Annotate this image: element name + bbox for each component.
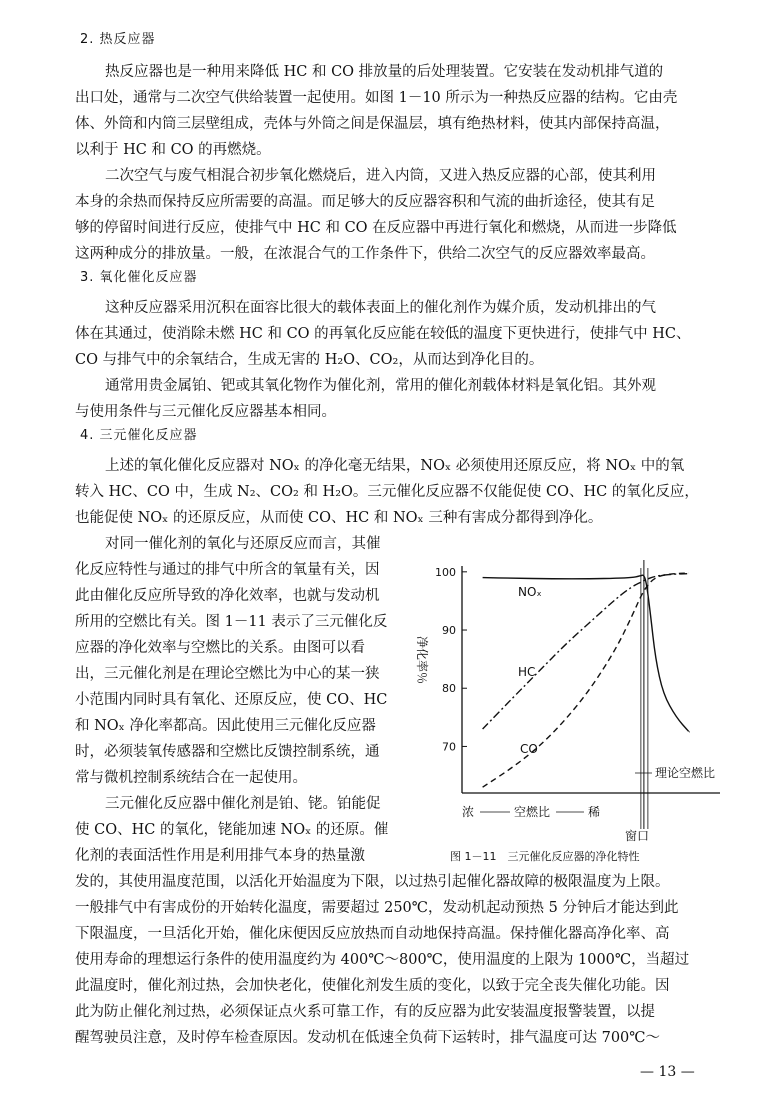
body-line: 所用的空燃比有关。图 1－11 表示了三元催化反 xyxy=(75,614,388,630)
body-line: 三元催化反应器中催化剂是铂、铑。铂能促 xyxy=(105,796,381,812)
body-line: 对同一催化剂的氧化与还原反应而言，其催 xyxy=(105,536,381,552)
body-line: 化剂的表面活性作用是利用排气本身的热量激 xyxy=(75,848,365,864)
body-line: 时，必须装氧传感器和空燃比反馈控制系统，通 xyxy=(75,744,380,760)
x-axis-annotation xyxy=(462,804,649,843)
heading-three-way-catalytic-reactor: 4. 三元催化反应器 xyxy=(80,428,198,443)
page-number: — 13 — xyxy=(640,1064,695,1080)
series-layer xyxy=(483,573,689,787)
y-tick-label: 90 xyxy=(442,624,456,638)
series-label-co: CO xyxy=(520,742,538,756)
body-line: 热反应器也是一种用来降低 HC 和 CO 排放量的后处理装置。它安装在发动机排气道的 xyxy=(105,64,664,80)
body-line: 通常用贵金属铂、钯或其氧化物作为催化剂，常用的催化剂载体材料是氧化铝。其外观 xyxy=(105,378,656,394)
body-line: 应器的净化效率与空燃比的关系。由图可以看 xyxy=(75,640,365,656)
figure-caption: 图 1－11 三元催化反应器的净化特性 xyxy=(450,850,640,863)
body-line: 这种反应器采用沉积在面容比很大的载体表面上的催化剂作为媒介质，发动机排出的气 xyxy=(105,300,656,316)
body-line: 小范围内同时具有氧化、还原反应，使 CO、HC xyxy=(75,692,388,708)
body-line: 一般排气中有害成份的开始转化温度，需要超过 250℃，发动机起动预热 5 分钟后才能达到此 xyxy=(75,900,679,916)
axes xyxy=(462,566,720,793)
y-tick-label: 70 xyxy=(442,740,456,754)
series-line-0 xyxy=(483,575,689,732)
body-line: 体在其通过，使消除未燃 HC 和 CO 的再氧化反应能在较低的温度下更快进行，使排气中 HC、 xyxy=(75,326,691,342)
body-line: 出口处，通常与二次空气供给装置一起使用。如图 1－10 所示为一种热反应器的结构。它由壳 xyxy=(75,90,678,106)
body-line: 此为防止催化剂过热，必须保证点火系可靠工作，有的反应器为此安装温度报警装置，以提 xyxy=(75,1004,655,1020)
y-axis-label: 净化率％ xyxy=(415,636,429,685)
body-line: 此由催化反应所导致的净化效率，也就与发动机 xyxy=(75,588,380,604)
body-line: 和 NOₓ 净化率都高。因此使用三元催化反应器 xyxy=(75,718,376,734)
body-line: 使用寿命的理想运行条件的使用温度约为 400℃～800℃，使用温度的上限为 1000℃，当超过 xyxy=(75,952,690,968)
body-line: 二次空气与废气相混合初步氧化燃烧后，进入内筒，又进入热反应器的心部，使其利用 xyxy=(105,168,656,184)
x-window-label: 窗口 xyxy=(625,829,650,843)
x-lean-label: 稀 xyxy=(588,805,601,819)
x-mid-label: 空燃比 xyxy=(514,805,551,819)
body-line: 发的，其使用温度范围，以活化开始温度为下限，以过热引起催化器故障的极限温度为上限。 xyxy=(75,874,670,890)
body-line: 也能促使 NOₓ 的还原反应，从而使 CO、HC 和 NOₓ 三种有害成分都得到净化。 xyxy=(75,510,603,526)
body-line: 本身的余热而保持反应所需要的高温。而足够大的反应器容积和气流的曲折途径，使其有足 xyxy=(75,194,655,210)
body-line: 使 CO、HC 的氧化，铑能加速 NOₓ 的还原。催 xyxy=(75,822,389,838)
x-rich-label: 浓 xyxy=(462,805,475,819)
body-line: 此温度时，催化剂过热，会加快老化，使催化剂发生质的变化，以致于完全丧失催化功能。因 xyxy=(75,978,670,994)
purification-efficiency-chart xyxy=(400,548,760,868)
body-line: 转入 HC、CO 中，生成 N₂、CO₂ 和 H₂O。三元催化反应器不仅能促使 CO、HC 的氧化反应， xyxy=(75,484,699,500)
body-line: 上述的氧化催化反应器对 NOₓ 的净化毫无结果，NOₓ 必须使用还原反应，将 NOₓ 中的氧 xyxy=(105,458,685,474)
series-line-1 xyxy=(483,574,689,729)
body-line: 醒驾驶员注意，及时停车检查原因。发动机在低速全负荷下运转时，排气温度可达 700℃～ xyxy=(75,1030,661,1046)
body-line: 出，三元催化剂是在理论空燃比为中心的某一狭 xyxy=(75,666,380,682)
body-line: CO 与排气中的余氧结合，生成无害的 H₂O、CO₂，从而达到净化目的。 xyxy=(75,352,544,368)
body-line: 体、外筒和内筒三层壁组成，壳体与外筒之间是保温层，填有绝热材料，使其内部保持高温， xyxy=(75,116,670,132)
series-line-2 xyxy=(483,573,689,787)
y-tick-label: 100 xyxy=(435,565,456,579)
series-label-hc: HC xyxy=(518,665,536,679)
y-tick-label: 80 xyxy=(442,682,456,696)
body-line: 够的停留时间进行反应，使排气中 HC 和 CO 在反应器中再进行氧化和燃烧，从而进一步降低 xyxy=(75,220,677,236)
heading-thermal-reactor: 2. 热反应器 xyxy=(80,32,156,47)
series-label-nox: NOₓ xyxy=(518,585,542,599)
body-line: 以利于 HC 和 CO 的再燃烧。 xyxy=(75,142,271,158)
stoich-label: 理论空燃比 xyxy=(655,766,716,780)
heading-oxidation-catalytic-reactor: 3. 氧化催化反应器 xyxy=(80,270,198,285)
body-line: 下限温度，一旦活化开始，催化床便因反应放热而自动地保持高温。保持催化器高净化率、高 xyxy=(75,926,670,942)
body-line: 这两种成分的排放量。一般，在浓混合气的工作条件下，供给二次空气的反应器效率最高。 xyxy=(75,246,655,262)
body-line: 与使用条件与三元催化反应器基本相同。 xyxy=(75,404,336,420)
body-line: 常与微机控制系统结合在一起使用。 xyxy=(75,770,307,786)
body-line: 化反应特性与通过的排气中所含的氧量有关，因 xyxy=(75,562,380,578)
